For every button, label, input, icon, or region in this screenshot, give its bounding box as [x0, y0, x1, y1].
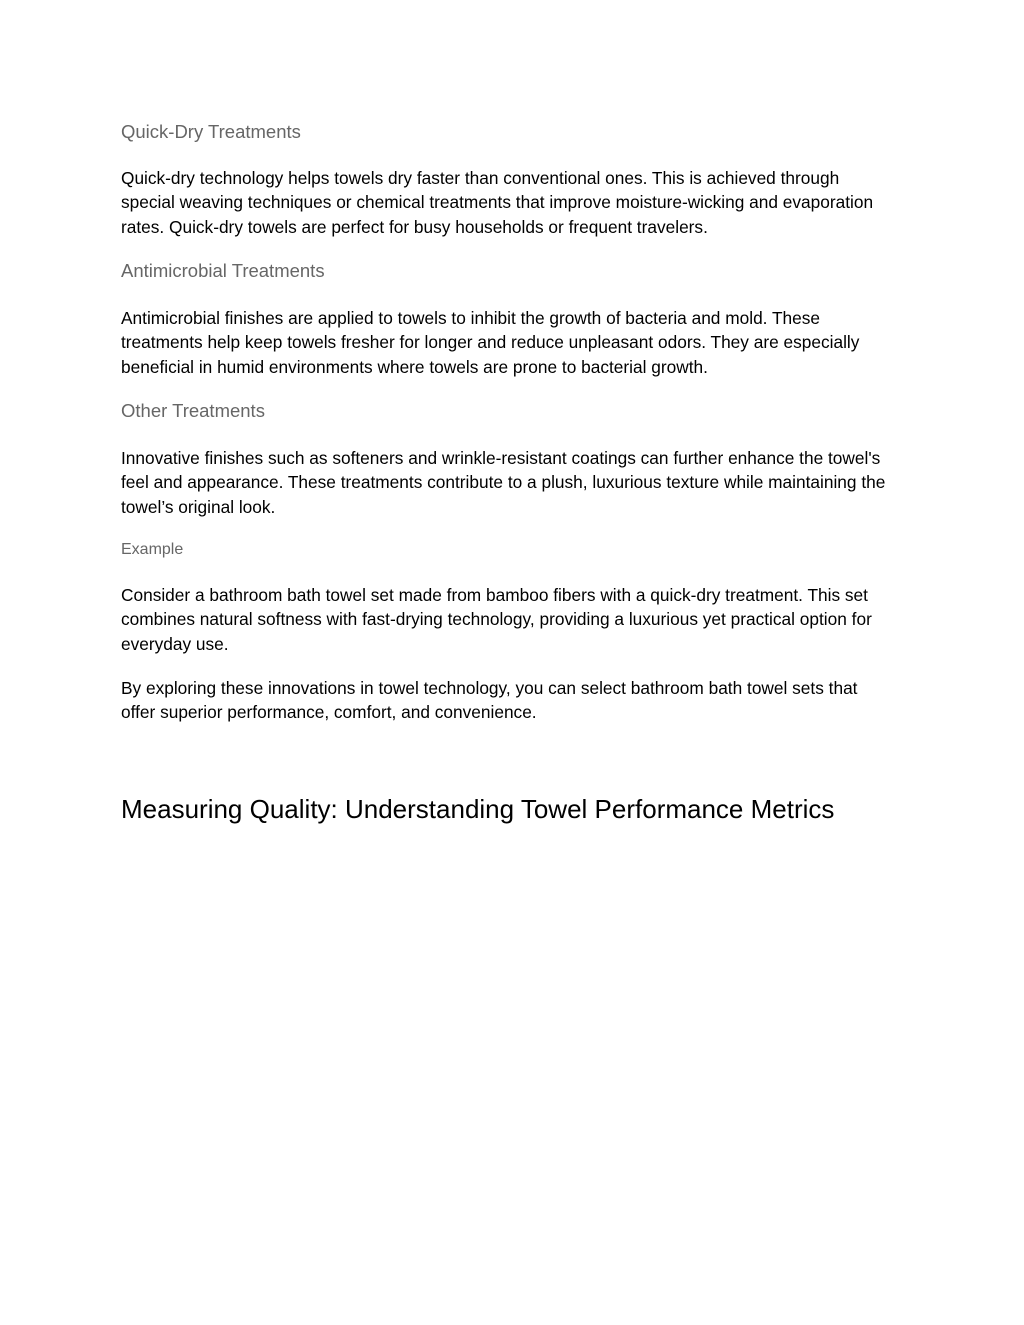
heading-example: Example [121, 541, 184, 558]
heading-antimicrobial-treatments: Antimicrobial Treatments [121, 260, 325, 281]
paragraph-antimicrobial: Antimicrobial finishes are applied to towels to inhibit the growth of bacteria and mold. These treatments help keep towels fresher for longer and reduce unpleasant odors. They are especially beneficial in humid environments where towels are prone to bacterial growth. [121, 308, 860, 377]
paragraph-quick-dry: Quick-dry technology helps towels dry faster than conventional ones. This is achieved through special weaving techniques or chemical treatments that improve moisture-wicking and evaporation rates. Quick-dry towels are perfect for busy households or frequent travelers. [121, 168, 874, 237]
section-title-measuring-quality: Measuring Quality: Understanding Towel Performance Metrics [121, 794, 835, 824]
heading-other-treatments: Other Treatments [121, 400, 265, 421]
paragraph-conclusion: By exploring these innovations in towel technology, you can select bathroom bath towel sets that offer superior performance, comfort, and convenience. [121, 678, 858, 723]
heading-quick-dry-treatments: Quick-Dry Treatments [121, 121, 301, 142]
paragraph-other-treatments: Innovative finishes such as softeners and wrinkle-resistant coatings can further enhance the towel's feel and appearance. These treatments contribute to a plush, luxurious texture while maintaining the towel’s original look. [121, 448, 886, 517]
paragraph-example: Consider a bathroom bath towel set made from bamboo fibers with a quick-dry treatment. This set combines natural softness with fast-drying technology, providing a luxurious yet practical option for everyday use. [121, 585, 872, 654]
